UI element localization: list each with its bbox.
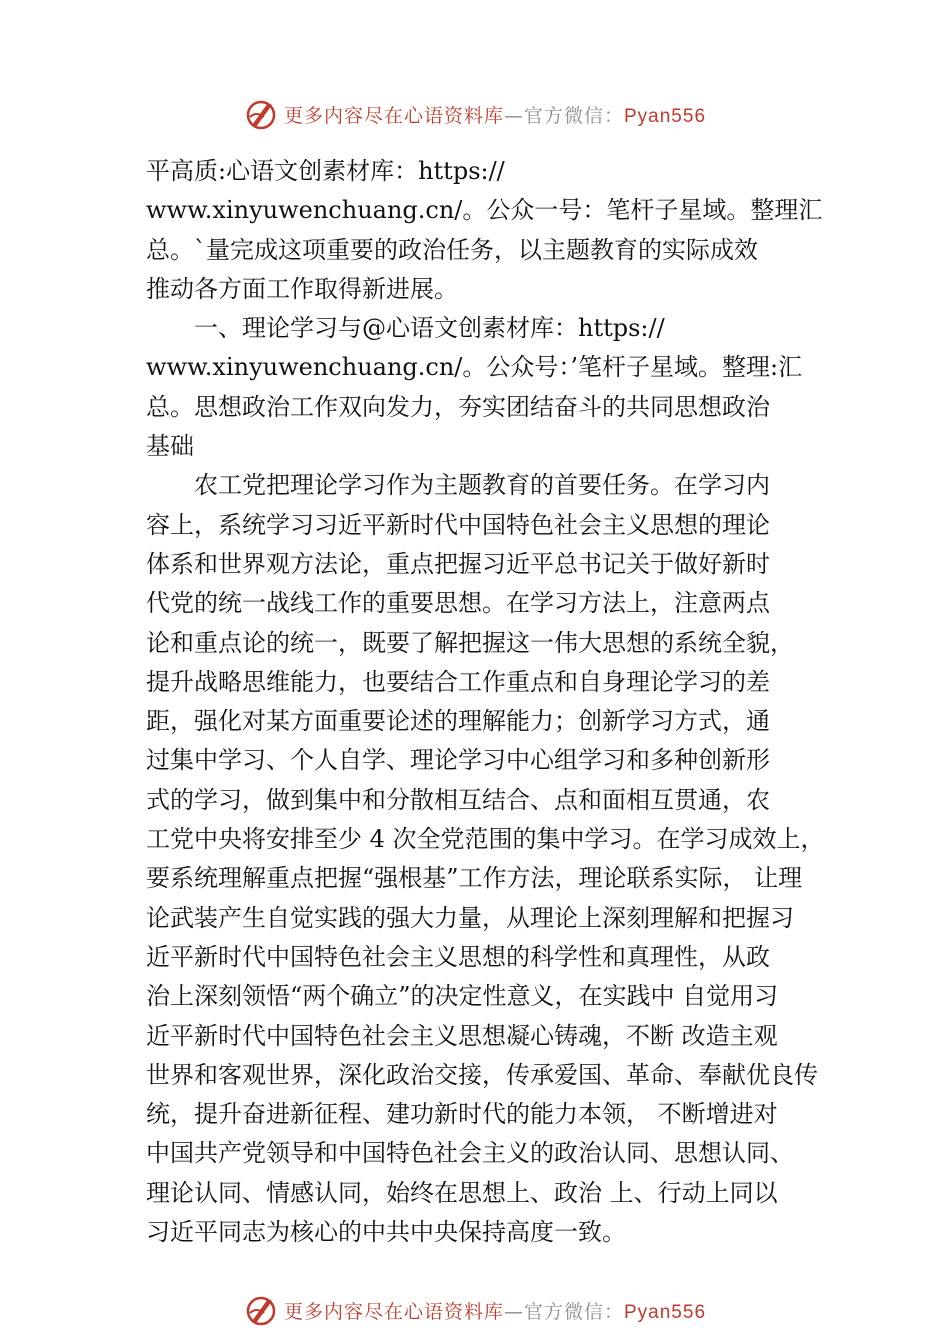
text-line: 农工党把理论学习作为主题教育的首要任务。在学习内 [146,471,770,500]
text-line: 提升战略思维能力，也要结合工作重点和自身理论学习的差 [146,667,770,696]
text-line: 理论认同、情感认同，始终在思想上、政治 上、行动上同以 [146,1178,778,1207]
text-line: 治上深刻领悟“两个确立”的决定性意义，在实践中 自觉用习 [146,982,779,1011]
text-line: www.xinyuwenchuang.cn/。公众一号：笔杆子星域。整理汇 [146,196,823,225]
text-line: 代党的统一战线工作的重要思想。在学习方法上，注意两点 [146,589,770,618]
banner-brand: 更多内容尽在心语资料库 [283,1300,504,1323]
text-line: 体系和世界观方法论，重点把握习近平总书记关于做好新时 [146,549,770,578]
footer-watermark-banner [0,1290,950,1330]
text-line: 总。思想政治工作双向发力，夯实团结奋斗的共同思想政治 [146,392,770,421]
text-line: 一、理论学习与@心语文创素材库：https:// [146,314,665,343]
text-line: 论和重点论的统一，既要了解把握这一伟大思想的系统全貌， [146,628,794,657]
banner-wechat-id: Pyan556 [624,105,707,127]
banner-brand: 更多内容尽在心语资料库 [283,104,504,127]
text-line: 总。`量完成这项重要的政治任务，以主题教育的实际成效 [146,235,758,264]
header-watermark-banner [0,94,950,134]
banner-text [284,101,706,128]
banner-dash: —官方微信： [503,1300,624,1323]
text-line: 工党中央将安排至少 4 次全党范围的集中学习。在学习成效上， [146,825,825,854]
text-line: 中国共产党领导和中国特色社会主义的政治认同、思想认同、 [146,1139,794,1168]
quill-pen-seal-icon [244,97,278,131]
banner-text [284,1297,706,1324]
text-line: 习近平同志为核心的中共中央保持高度一致。 [146,1218,626,1247]
text-line: 过集中学习、个人自学、理论学习中心组学习和多种创新形 [146,746,770,775]
text-line: 近平新时代中国特色社会主义思想的科学性和真理性，从政 [146,942,770,971]
text-line: 推动各方面工作取得新进展。 [146,274,458,303]
text-line: 论武装产生自觉实践的强大力量，从理论上深刻理解和把握习 [146,903,794,932]
text-line: 基础 [146,432,194,461]
banner-dash: —官方微信： [503,104,624,127]
text-line: 世界和客观世界，深化政治交接，传承爱国、革命、奉献优良传 [146,1060,818,1089]
text-line: 式的学习，做到集中和分散相互结合、点和面相互贯通，农 [146,785,770,814]
text-line: 容上，系统学习习近平新时代中国特色社会主义思想的理论 [146,510,770,539]
text-line: 要系统理解重点把握“强根基”工作方法，理论联系实际， 让理 [146,864,803,893]
text-line: 平高质:心语文创素材库：https:// [146,157,505,185]
text-line: 距，强化对某方面重要论述的理解能力；创新学习方式，通 [146,707,770,736]
text-line: 近平新时代中国特色社会主义思想凝心铸魂，不断 改造主观 [146,1021,778,1050]
text-line: www.xinyuwenchuang.cn/。公众号：’笔杆子星域。整理:汇 [146,353,803,382]
text-line: 统，提升奋进新征程、建功新时代的能力本领， 不断增进对 [146,1100,778,1129]
banner-wechat-id: Pyan556 [624,1301,707,1323]
quill-pen-seal-icon [244,1293,278,1327]
document-body [146,152,846,1252]
